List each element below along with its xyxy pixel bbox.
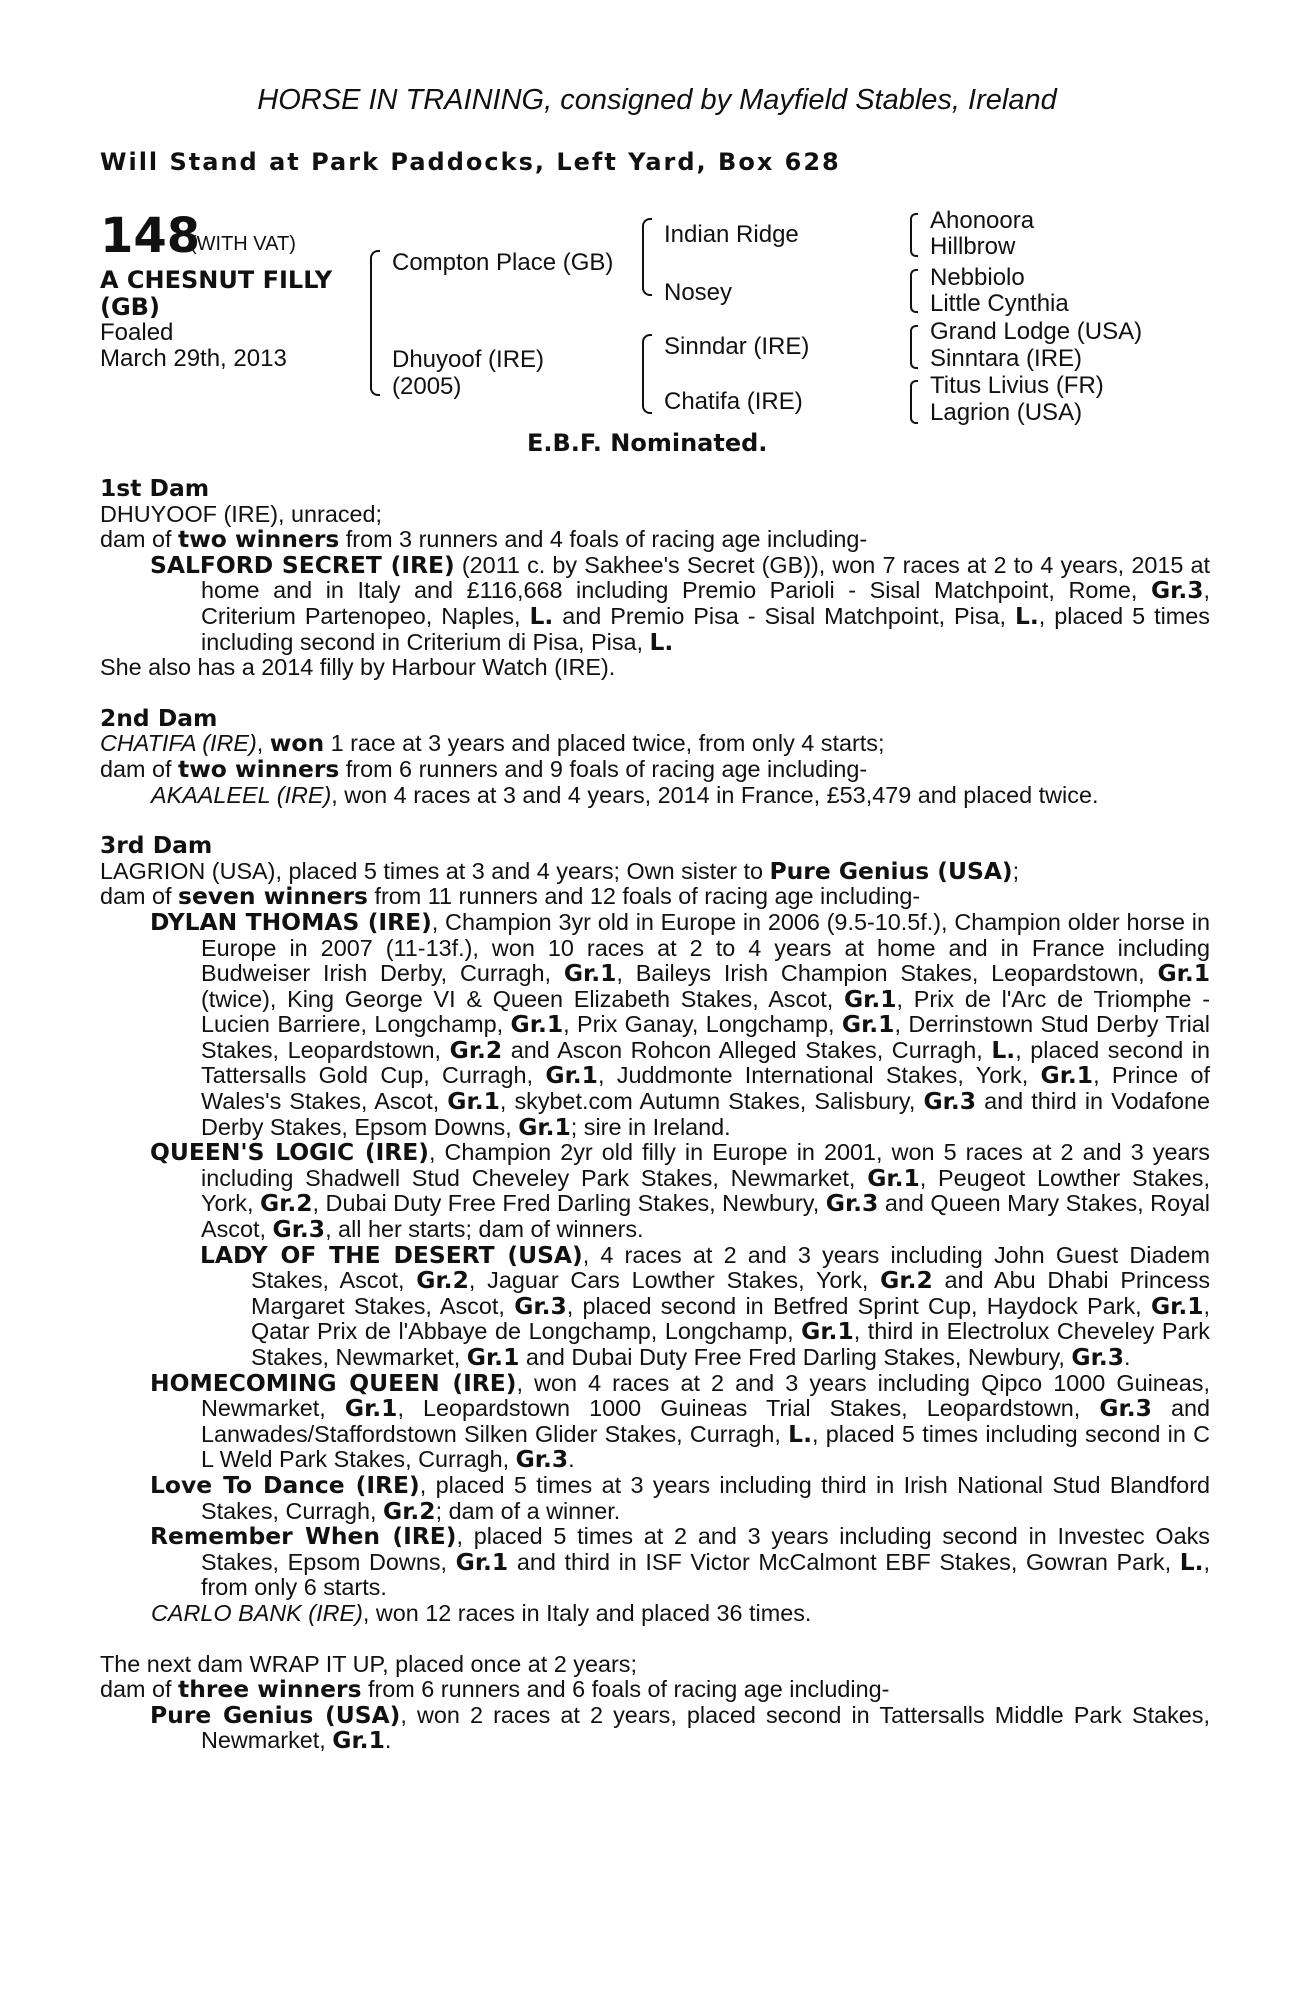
pedigree-dam-sire: Sinndar (IRE) [664, 333, 810, 360]
pedigree-sire: Compton Place (GB) [392, 249, 614, 276]
progeny-entry: Pure Genius (USA), won 2 races at 2 years, placed second in Tattersalls Middle Park Stakes, Newmarket, Gr.1. [150, 1700, 1210, 1755]
lot-description-country: (GB) [100, 293, 160, 321]
location-line: Will Stand at Park Paddocks, Left Yard, Box 628 [100, 148, 841, 176]
pedigree-g8: Lagrion (USA) [930, 399, 1083, 426]
pedigree-dam-dam: Chatifa (IRE) [664, 388, 803, 415]
foaled-label: Foaled [100, 319, 174, 346]
lot-number: 148 [100, 208, 201, 264]
page-title: HORSE IN TRAINING, consigned by Mayfield Stables, Ireland [257, 84, 1057, 116]
progeny-entry: QUEEN'S LOGIC (IRE), Champion 2yr old filly in Europe in 2001, won 5 races at 2 and 3 years including Shadwell Stud Cheveley Park Stakes, Newmarket, Gr.1, Peugeot Lowther Stakes, York, Gr.2, Dubai Duty Free Fred Darling Stakes, Newbury, Gr.3 and Queen Mary Stakes, Royal Ascot, Gr.3, all her starts; dam of winners. [150, 1138, 1210, 1244]
catalogue-body [100, 476, 1210, 1754]
pedigree-brace-g4 [910, 380, 918, 424]
pedigree-g7: Titus Livius (FR) [930, 372, 1104, 399]
pedigree-brace-g2 [910, 269, 918, 313]
progeny-entry: LADY OF THE DESERT (USA), 4 races at 2 and 3 years including John Guest Diadem Stakes, Ascot, Gr.2, Jaguar Cars Lowther Stakes, York, Gr.2 and Abu Dhabi Princess Margaret Stakes, Ascot, Gr.3, placed second in Betfred Sprint Cup, Haydock Park, Gr.1, Qatar Prix de l'Abbaye de Longchamp, Longchamp, Gr.1, third in Electrolux Cheveley Park Stakes, Newmarket, Gr.1 and Dubai Duty Free Fred Darling Stakes, Newbury, Gr.3. [200, 1240, 1211, 1371]
pedigree-brace-dam [642, 334, 652, 414]
first-dam-section [100, 476, 1210, 681]
third-dam-section [100, 833, 1210, 1626]
pedigree-g2: Hillbrow [930, 233, 1016, 260]
third-dam-line: LAGRION (USA), placed 5 times at 3 and 4 years; Own sister to Pure Genius (USA); [100, 856, 1020, 885]
pedigree-g3: Nebbiolo [930, 264, 1025, 291]
second-dam-heading: 2nd Dam [100, 703, 218, 732]
next-dam-section [100, 1652, 1210, 1754]
pedigree-dam-year: (2005) [392, 373, 462, 400]
pedigree-brace-g1 [910, 213, 918, 257]
progeny-entry: CARLO BANK (IRE), won 12 races in Italy and placed 36 times. [151, 1599, 812, 1626]
vat-label: (WITH VAT) [190, 233, 296, 255]
pedigree-g4: Little Cynthia [930, 290, 1069, 317]
first-dam-line: DHUYOOF (IRE), unraced; [100, 500, 383, 527]
ebf-nominated: E.B.F. Nominated. [527, 429, 768, 457]
next-dam-produce-line: dam of three winners from 6 runners and 6 foals of racing age including- [100, 1675, 890, 1704]
progeny-entry: Remember When (IRE), placed 5 times at 2 and 3 years including second in Investec Oaks Stakes, Epsom Downs, Gr.1 and third in ISF Victor McCalmont EBF Stakes, Gowran Park, L., from only 6 starts. [150, 1522, 1210, 1601]
progeny-entry: SALFORD SECRET (IRE) (2011 c. by Sakhee's Secret (GB)), won 7 races at 2 to 4 years, 2015 at home and in Italy and £116,668 including Premio Parioli - Sisal Matchpoint, Rome, Gr.3, Criterium Partenopeo, Naples, L. and Premio Pisa - Sisal Matchpoint, Pisa, L., placed 5 times including second in Criterium di Pisa, Pisa, L. [150, 550, 1210, 656]
pedigree-brace-sire [642, 218, 652, 296]
first-dam-heading: 1st Dam [100, 474, 210, 502]
pedigree-g1: Ahonoora [930, 207, 1035, 234]
progeny-entry: Love To Dance (IRE), placed 5 times at 3 years including third in Irish National Stud Blandford Stakes, Curragh, Gr.2; dam of a winner. [150, 1470, 1210, 1525]
foaled-date: March 29th, 2013 [100, 345, 287, 372]
pedigree-g5: Grand Lodge (USA) [930, 318, 1143, 345]
second-dam-produce-line: dam of two winners from 6 runners and 9 foals of racing age including- [100, 754, 868, 783]
first-dam-closing: She also has a 2014 filly by Harbour Watch (IRE). [100, 654, 616, 681]
progeny-entry: AKAALEEL (IRE), won 4 races at 3 and 4 years, 2014 in France, £53,479 and placed twice. [151, 781, 1099, 808]
lot-description: A CHESNUT FILLY [100, 266, 333, 294]
pedigree-dam: Dhuyoof (IRE) [392, 346, 545, 373]
next-dam-line: The next dam WRAP IT UP, placed once at 2 years; [100, 1650, 637, 1677]
second-dam-line: CHATIFA (IRE), won 1 race at 3 years and placed twice, from only 4 starts; [100, 729, 885, 758]
first-dam-produce-line: dam of two winners from 3 runners and 4 foals of racing age including- [100, 525, 868, 554]
progeny-entry: DYLAN THOMAS (IRE), Champion 3yr old in Europe in 2006 (9.5-10.5f.), Champion older horse in Europe in 2007 (11-13f.), won 10 races at 2 to 4 years at home and in France including Budweiser Irish Derby, Curragh, Gr.1, Baileys Irish Champion Stakes, Leopardstown, Gr.1 (twice), King George VI & Queen Elizabeth Stakes, Ascot, Gr.1, Prix de l'Arc de Triomphe - Lucien Barriere, Longchamp, Gr.1, Prix Ganay, Longchamp, Gr.1, Derrinstown Stud Derby Trial Stakes, Leopardstown, Gr.2 and Ascon Rohcon Alleged Stakes, Curragh, L., placed second in Tattersalls Gold Cup, Curragh, Gr.1, Juddmonte International Stakes, York, Gr.1, Prince of Wales's Stakes, Ascot, Gr.1, skybet.com Autumn Stakes, Salisbury, Gr.3 and third in Vodafone Derby Stakes, Epsom Downs, Gr.1; sire in Ireland. [150, 907, 1211, 1141]
third-dam-heading: 3rd Dam [100, 831, 213, 860]
pedigree-g6: Sinntara (IRE) [930, 345, 1083, 372]
pedigree-brace-g3 [910, 325, 918, 369]
third-dam-produce-line: dam of seven winners from 11 runners and 12 foals of racing age including- [100, 882, 921, 911]
progeny-entry: HOMECOMING QUEEN (IRE), won 4 races at 2 and 3 years including Qipco 1000 Guineas, Newmarket, Gr.1, Leopardstown 1000 Guineas Trial Stakes, Leopardstown, Gr.3 and Lanwades/Staffordstown Silken Glider Stakes, Curragh, L., placed 5 times including second in C L Weld Park Stakes, Curragh, Gr.3. [150, 1368, 1211, 1474]
pedigree-sire-sire: Indian Ridge [664, 221, 799, 248]
pedigree-sire-dam: Nosey [664, 279, 733, 306]
second-dam-section [100, 703, 1210, 808]
pedigree-brace-main [370, 250, 380, 396]
